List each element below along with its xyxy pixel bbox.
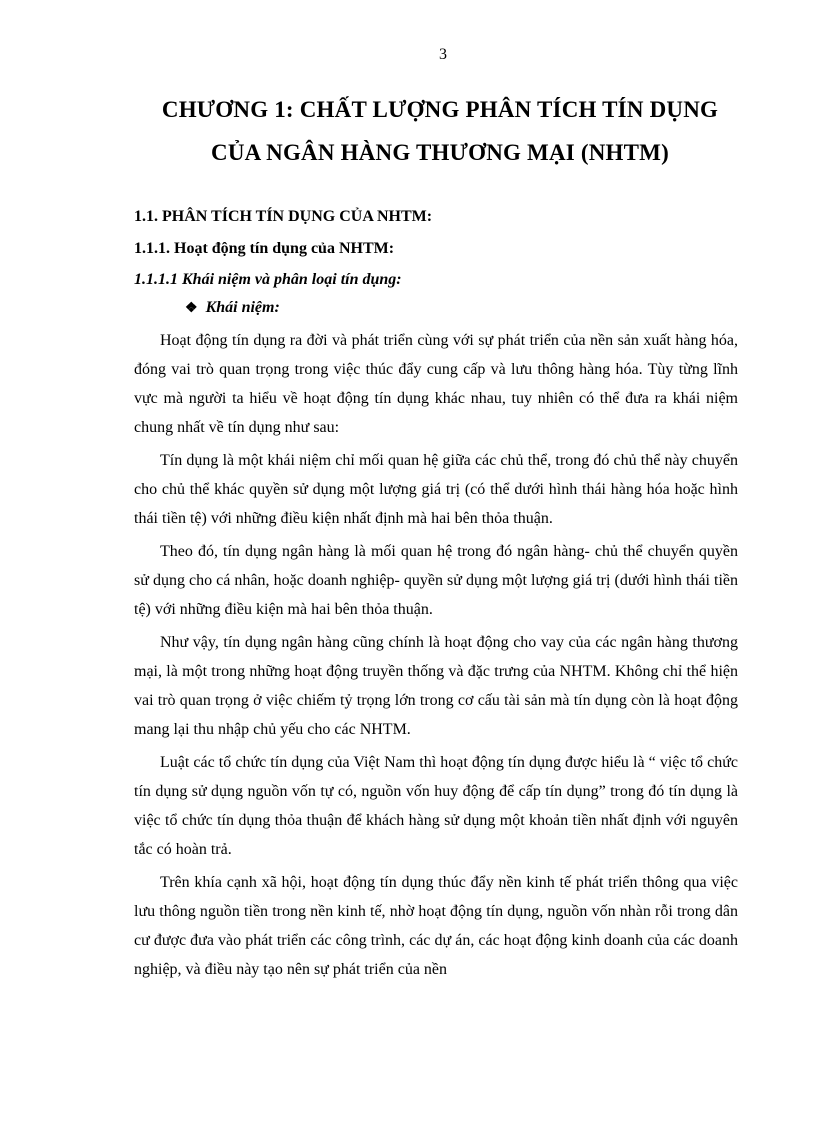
page-number: 3 <box>439 46 447 63</box>
section-heading-1-1-1-1: 1.1.1.1 Khái niệm và phân loại tín dụng: <box>134 271 402 288</box>
diamond-bullet-icon: ❖ <box>185 301 198 316</box>
chapter-title-line-1: CHƯƠNG 1: CHẤT LƯỢNG PHÂN TÍCH TÍN DỤNG <box>161 97 719 122</box>
paragraph: Theo đó, tín dụng ngân hàng là mối quan hệ trong đó ngân hàng- chủ thể chuyển quyền sử dụng cho cá nhân, hoặc doanh nghiệp- quyền sử dụng một lượng giá trị (dưới hình thái tiền tệ) với những điều kiện mà hai bên thỏa thuận. <box>134 543 738 618</box>
subheading-khai-niem <box>185 299 280 317</box>
paragraph: Như vậy, tín dụng ngân hàng cũng chính là hoạt động cho vay của các ngân hàng thương mại, là một trong những hoạt động truyền thống và đặc trưng của NHTM. Không chỉ thể hiện vai trò quan trọng ở việc chiếm tỷ trọng lớn trong cơ cấu tài sản mà tín dụng còn là hoạt động mang lại thu nhập chủ yếu cho các NHTM. <box>134 634 738 738</box>
paragraph: Tín dụng là một khái niệm chỉ mối quan hệ giữa các chủ thể, trong đó chủ thể này chuyển cho chủ thể khác quyền sử dụng một lượng giá trị (có thể dưới hình thái hàng hóa hoặc hình thái tiền tệ) với những điều kiện nhất định mà hai bên thỏa thuận. <box>134 452 738 527</box>
chapter-title <box>120 88 760 174</box>
paragraph: Hoạt động tín dụng ra đời và phát triển cùng với sự phát triển của nền sản xuất hàng hóa, đóng vai trò quan trọng trong việc thúc đẩy cung cấp và lưu thông hàng hóa. Tùy từng lĩnh vực mà người ta hiểu về hoạt động tín dụng khác nhau, tuy nhiên có thể đưa ra khái niệm chung nhất về tín dụng như sau: <box>134 332 738 436</box>
section-heading-1-1: 1.1. PHÂN TÍCH TÍN DỤNG CỦA NHTM: <box>134 208 433 225</box>
paragraph: Trên khía cạnh xã hội, hoạt động tín dụng thúc đẩy nền kinh tế phát triển thông qua việc lưu thông nguồn tiền trong nền kinh tế, nhờ hoạt động tín dụng, nguồn vốn nhàn rỗi trong dân cư được đưa vào phát triển các công trình, các dự án, các hoạt động kinh doanh của các doanh nghiệp, và điều này tạo nên sự phát triển của nền <box>134 874 738 978</box>
body-text <box>134 326 738 988</box>
section-heading-1-1-1: 1.1.1. Hoạt động tín dụng của NHTM: <box>134 240 395 257</box>
chapter-title-line-2: CỦA NGÂN HÀNG THƯƠNG MẠI (NHTM) <box>211 140 669 165</box>
subheading-label: Khái niệm: <box>205 299 280 316</box>
paragraph: Luật các tổ chức tín dụng của Việt Nam thì hoạt động tín dụng được hiểu là “ việc tổ chức tín dụng sử dụng nguồn vốn tự có, nguồn vốn huy động để cấp tín dụng” trong đó tín dụng là việc tổ chức tín dụng thỏa thuận để khách hàng sử dụng một khoản tiền nhất định với nguyên tắc có hoàn trả. <box>134 754 738 858</box>
